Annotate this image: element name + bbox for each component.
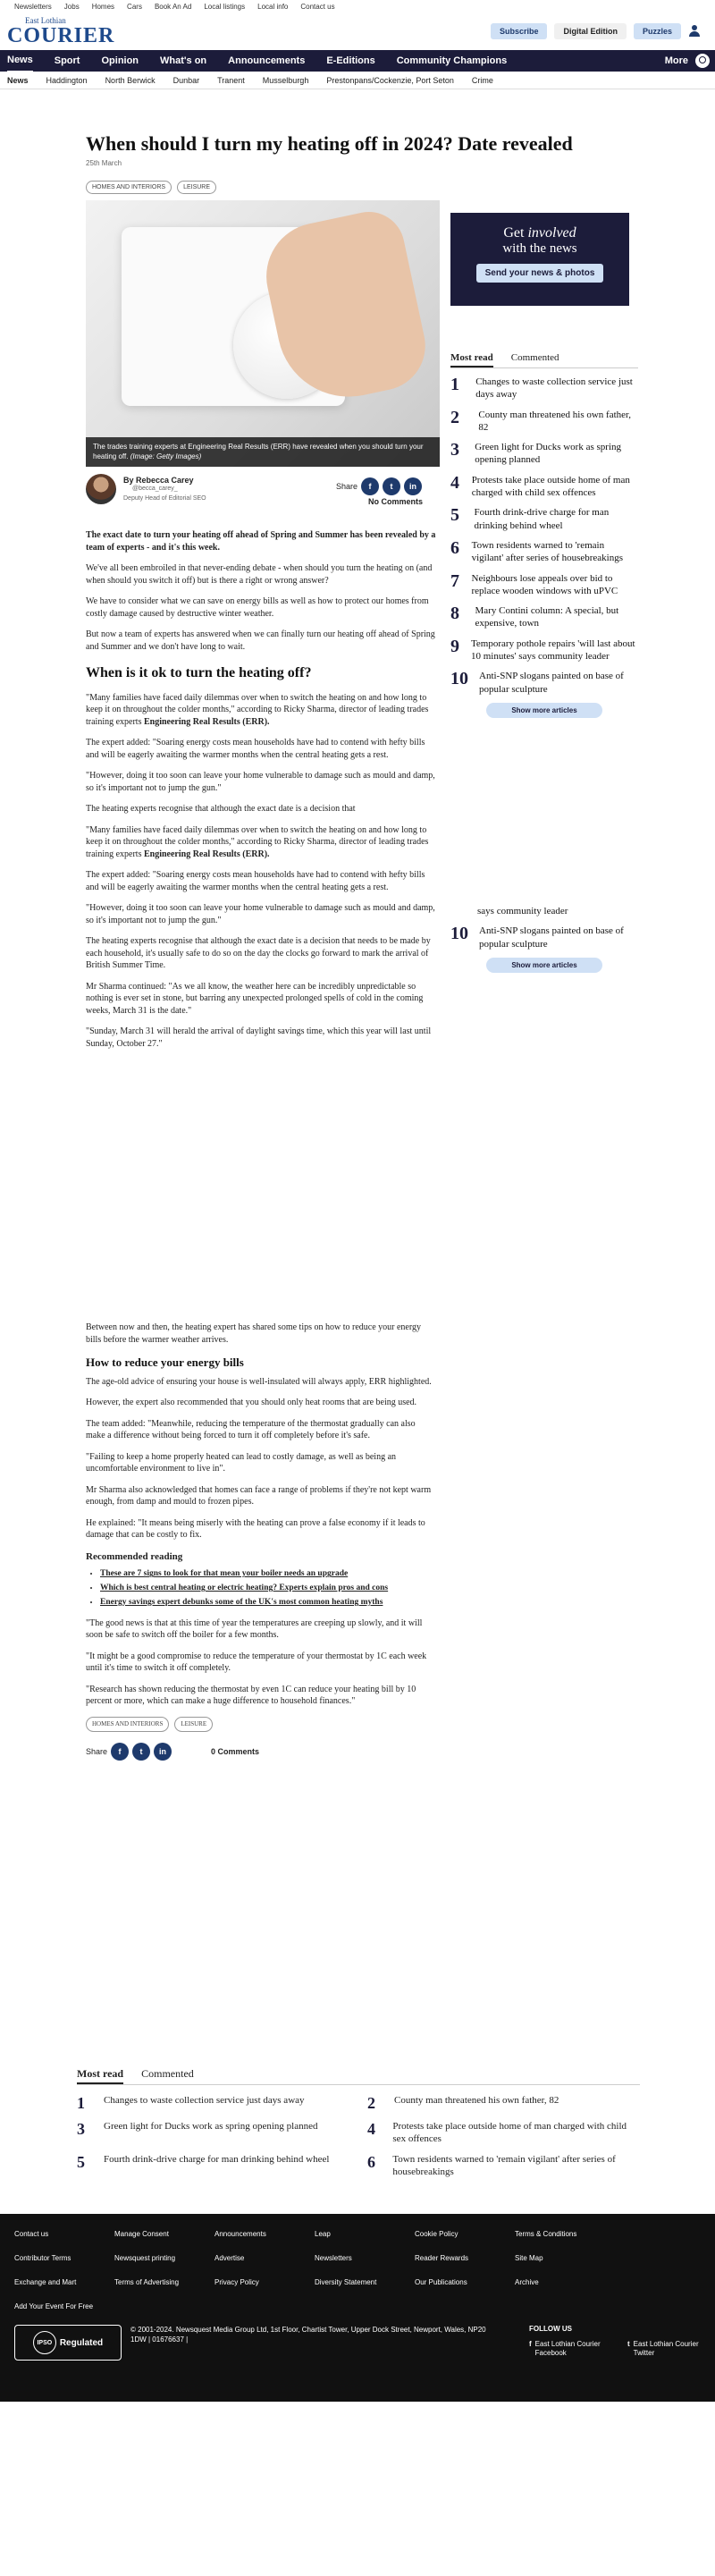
nav-news[interactable]: News <box>7 49 33 72</box>
share-label: Share <box>86 1747 108 1757</box>
paragraph <box>86 692 436 729</box>
topbar-link[interactable]: Book An Ad <box>154 2 192 11</box>
most-read-item[interactable]: 2 County man threatened his own father, 82 <box>367 2094 559 2112</box>
footer-link[interactable]: Announcements <box>214 2230 266 2238</box>
tag-leisure[interactable]: LEISURE <box>177 181 216 194</box>
tag-homes-and-interiors[interactable]: HOMES AND INTERIORS <box>86 1717 169 1732</box>
paragraph: Mr Sharma also acknowledged that homes can face a range of problems if they're not kept warm enough, from damp and mould to frozen pipes. <box>86 1484 432 1508</box>
author-avatar[interactable] <box>86 474 116 504</box>
most-read-item[interactable]: 1 Changes to waste collection service just days away <box>450 375 633 401</box>
footer-link[interactable]: Site Map <box>515 2254 543 2262</box>
most-read-item[interactable]: 4 Protests take place outside home of man charged with child sex offences <box>367 2120 627 2145</box>
author-role: Deputy Head of Editorial SEO <box>123 495 206 502</box>
topbar-link[interactable]: Local info <box>257 2 289 11</box>
subnav-musselburgh[interactable]: Musselburgh <box>262 75 309 85</box>
paragraph: The heating experts recognise that although the exact date is a decision that <box>86 804 356 815</box>
most-read-tabs <box>450 352 638 368</box>
comments-link[interactable]: No Comments <box>368 497 424 506</box>
most-read-item[interactable]: 5 Fourth drink-drive charge for man drinking behind wheel <box>450 505 610 531</box>
author-block <box>86 474 440 510</box>
site-logo[interactable] <box>7 17 114 46</box>
footer-link[interactable]: Add Your Event For Free <box>14 2302 94 2310</box>
show-more-articles-button[interactable]: Show more articles <box>486 703 602 718</box>
article-lead: The exact date to turn your heating off ahead of Spring and Summer has been revealed by a team of experts - and it's this week. <box>86 530 436 553</box>
paragraph: Mr Sharma continued: "As we all know, the weather here can be incredibly unpredictable so nothing is ever set in stone, but barring any unexpected prolonged spells of cold in the coming weeks, March 31 is the date." <box>86 981 424 1016</box>
footer-link[interactable]: Newsletters <box>315 2254 352 2262</box>
logo-small-text: East Lothian <box>25 15 66 25</box>
search-icon[interactable] <box>695 54 710 68</box>
paragraph: The expert added: "Soaring energy costs mean households have had to contend with hefty bills and will be eagerly awaiting the warmer months when the central heating gets a rest. <box>86 738 425 760</box>
twitter-share-icon[interactable]: t <box>132 1743 150 1761</box>
tag-leisure[interactable]: LEISURE <box>174 1717 213 1732</box>
facebook-share-icon[interactable]: f <box>361 477 379 495</box>
most-read-item[interactable]: 7 Neighbours lose appeals over bid to replace wooden windows with uPVC <box>450 570 618 596</box>
masthead-buttons <box>491 23 701 39</box>
tab-commented[interactable]: Commented <box>510 352 559 363</box>
facebook-follow-link[interactable]: f East Lothian Courier Facebook <box>529 2340 601 2358</box>
share-label: Share <box>336 482 358 491</box>
most-read-item[interactable]: 8 Mary Contini column: A special, but expensive, town <box>450 604 619 629</box>
nav-whats-on[interactable]: What's on <box>160 55 207 66</box>
footer-link[interactable]: Cookie Policy <box>415 2230 458 2238</box>
paragraph: The team added: "Meanwhile, reducing the temperature of the thermostat gradually can also make a difference without being forced to turn it off completely before it's safe. <box>86 1418 416 1441</box>
comments-link[interactable]: 0 Comments <box>211 1747 260 1757</box>
twitter-icon: t <box>627 2340 630 2348</box>
site-footer <box>0 2214 715 2402</box>
paragraph: However, the expert also recommended that you should only heat rooms that are being used. <box>86 1398 417 1408</box>
quote-text: "Many families have faced daily dilemmas over when to switch the heating on and how long to keep it on throughout the colder months," according to Ricky Sharma, director of leading trades training experts <box>86 824 429 859</box>
subnav-dunbar[interactable]: Dunbar <box>172 75 200 85</box>
paragraph: "However, doing it too soon can leave your home vulnerable to damage such as mould and damp, so it's important not to jump the gun." <box>86 771 435 793</box>
most-read-sidebar <box>450 352 638 718</box>
paragraph: "Sunday, March 31 will herald the arrival of daylight savings time, which this year will last until Sunday, October 27." <box>86 1026 432 1049</box>
footer-link[interactable]: Privacy Policy <box>214 2278 259 2286</box>
twitter-follow-link[interactable]: t East Lothian Courier Twitter <box>627 2340 699 2358</box>
footer-link[interactable]: Archive <box>515 2278 539 2286</box>
footer-link[interactable]: Exchange and Mart <box>14 2278 77 2286</box>
nav-e-editions[interactable]: E-Editions <box>326 55 375 66</box>
top-utility-bar <box>0 0 715 13</box>
most-read-item[interactable]: 6 Town residents warned to 'remain vigilant' after series of housebreakings <box>367 2152 616 2177</box>
share-bar <box>336 477 422 495</box>
author-handle[interactable]: @becca_carey_ <box>132 486 178 492</box>
paragraph: But now a team of experts has answered when we can finally turn our heating off ahead of Spring and Summer and we don't have long to wait. <box>86 629 435 652</box>
tab-commented[interactable]: Commented <box>141 2067 194 2080</box>
most-read-item[interactable]: 10 Anti-SNP slogans painted on base of popular sculpture <box>450 669 624 695</box>
footer-link[interactable]: Terms & Conditions <box>515 2230 577 2238</box>
section-heading: How to reduce your energy bills <box>86 1356 244 1369</box>
linkedin-share-icon[interactable]: in <box>404 477 422 495</box>
footer-link[interactable]: Contact us <box>14 2230 49 2238</box>
masthead <box>0 13 715 50</box>
article-body-part1 <box>86 529 436 1059</box>
most-read-item[interactable]: 3 Green light for Ducks work as spring opening planned <box>77 2120 318 2138</box>
most-read-item[interactable]: 5 Fourth drink-drive charge for man drinking behind wheel <box>77 2152 330 2171</box>
article-date: 25th March <box>86 159 122 167</box>
err-link[interactable]: Engineering Real Results (ERR). <box>143 849 270 859</box>
ipso-logo-icon: IPSO <box>33 2331 56 2354</box>
most-read-item[interactable]: 10 Anti-SNP slogans painted on base of popular sculpture <box>450 924 624 950</box>
footer-link[interactable]: Terms of Advertising <box>114 2278 180 2286</box>
caption-credit: (Image: Getty Images) <box>130 452 202 460</box>
footer-legal <box>14 2325 497 2361</box>
image-caption <box>86 437 440 467</box>
footer-links <box>0 2214 715 2310</box>
twitter-share-icon[interactable]: t <box>383 477 400 495</box>
nav-sport[interactable]: Sport <box>54 55 80 66</box>
article-tags-bottom <box>86 1717 436 1732</box>
ad-line1: Get involved <box>503 225 576 241</box>
recommended-link[interactable]: • Energy savings expert debunks some of the UK's most common heating myths <box>100 1597 436 1609</box>
footer-link[interactable]: Newsquest printing <box>114 2254 176 2262</box>
paragraph <box>86 824 436 861</box>
paragraph: The age-old advice of ensuring your house is well-insulated will always apply, ERR highlighted. <box>86 1376 432 1387</box>
puzzles-button[interactable]: Puzzles <box>634 23 681 39</box>
topbar-link[interactable]: Contact us <box>300 2 335 11</box>
share-bar-bottom <box>86 1743 436 1761</box>
hero-image <box>86 200 440 467</box>
nav-announcements[interactable]: Announcements <box>228 55 306 66</box>
facebook-share-icon[interactable]: f <box>111 1743 129 1761</box>
paragraph: "The good news is that at this time of year the temperatures are creeping up slowly, and it will soon be safe to switch off the boiler for a few months. <box>86 1617 423 1641</box>
digital-edition-button[interactable]: Digital Edition <box>554 23 627 39</box>
footer-link[interactable]: Advertise <box>214 2254 245 2262</box>
err-link[interactable]: Engineering Real Results (ERR). <box>143 716 270 727</box>
recommended-title: Recommended reading <box>86 1550 183 1562</box>
paragraph: "It might be a good compromise to reduce the temperature of your thermostat by 1C each week until it's time to switch it off completely. <box>86 1651 427 1674</box>
ipso-regulated-badge[interactable]: IPSO Regulated <box>14 2325 122 2361</box>
recommended-reading <box>86 1550 436 1609</box>
paragraph: "Failing to keep a home properly heated can lead to costly damage, as well as being an uncomfortable environment to live in". <box>86 1451 397 1474</box>
paragraph: The heating experts recognise that although the exact date is a decision that needs to be made by each household, it's usually safe to do so on the day the clocks go forward to mark the arrival of British Summer Time. <box>86 936 431 971</box>
subnav-tranent[interactable]: Tranent <box>217 75 245 85</box>
article-tags <box>86 181 216 194</box>
paragraph: "However, doing it too soon can leave your home vulnerable to damage such as mould and damp, so it's important not to jump the gun." <box>86 903 435 925</box>
paragraph: The expert added: "Soaring energy costs mean households have had to contend with hefty bills and will be eagerly awaiting the warmer months when the central heating gets a rest. <box>86 870 425 892</box>
sub-nav <box>0 72 715 89</box>
logo-big-text: COURIER <box>7 23 115 47</box>
section-heading: When is it ok to turn the heating off? <box>86 665 312 680</box>
follow-us-heading: FOLLOW US <box>529 2325 572 2333</box>
show-more-articles-button[interactable]: Show more articles <box>486 958 602 973</box>
recommended-link[interactable]: • Which is best central heating or electric heating? Experts explain pros and cons <box>100 1583 436 1594</box>
paragraph: We have to consider what we can save on energy bills as well as how to protect our homes from costly damage caused by destructive winter weather. <box>86 596 429 619</box>
footer-link[interactable]: Reader Rewards <box>415 2254 469 2262</box>
nav-opinion[interactable]: Opinion <box>101 55 139 66</box>
subscribe-button[interactable]: Subscribe <box>491 23 548 39</box>
footer-link[interactable]: Leap <box>315 2230 331 2238</box>
copyright-text: © 2001-2024. Newsquest Media Group Ltd, 1st Floor, Chartist Tower, Upper Dock Street, Newport, Wales, NP20 1DW | 01676637 | <box>130 2326 486 2344</box>
main-nav <box>0 50 715 72</box>
paragraph: We've all been embroiled in that never-ending debate - when should you turn the heating on (and when should you switch it off) but is there a right or wrong answer? <box>86 563 433 586</box>
author-name[interactable]: By Rebecca Carey <box>123 476 194 485</box>
article-body-part2 <box>86 1322 436 1761</box>
nav-more-button[interactable]: More <box>664 55 688 66</box>
subnav-haddington[interactable]: Haddington <box>46 75 88 85</box>
subnav-prestonpans[interactable]: Prestonpans/Cockenzie, Port Seton <box>326 75 454 85</box>
tab-most-read[interactable]: Most read <box>77 2067 123 2084</box>
nav-community-champions[interactable]: Community Champions <box>396 55 508 66</box>
paragraph: He explained: "It means being miserly with the heating can prove a false economy if it leads to damage that can be costly to fix. <box>86 1517 425 1541</box>
footer-link[interactable]: Diversity Statement <box>315 2278 377 2286</box>
most-read-partial: says community leader <box>477 906 568 916</box>
user-account-icon[interactable] <box>688 25 701 38</box>
most-read-tabs <box>77 2067 640 2085</box>
most-read-item[interactable]: 1 Changes to waste collection service just days away <box>77 2094 305 2112</box>
facebook-icon: f <box>529 2340 532 2348</box>
tag-homes-and-interiors[interactable]: HOMES AND INTERIORS <box>86 181 172 194</box>
topbar-link[interactable]: Newsletters <box>14 2 52 11</box>
paragraph: "Research has shown reducing the thermostat by even 1C can reduce your heating bill by 10 percent or more, which can make a huge difference to household finances." <box>86 1684 416 1707</box>
most-read-item[interactable]: 4 Protests take place outside home of man charged with child sex offences <box>450 472 630 499</box>
recommended-link[interactable]: • These are 7 signs to look for that mean your boiler needs an upgrade <box>100 1568 436 1580</box>
most-read-item[interactable]: 6 Town residents warned to 'remain vigilant' after series of housebreakings <box>450 537 623 564</box>
linkedin-share-icon[interactable]: in <box>154 1743 172 1761</box>
topbar-link[interactable]: Local listings <box>204 2 246 11</box>
subnav-north-berwick[interactable]: North Berwick <box>105 75 156 85</box>
subnav-crime[interactable]: Crime <box>471 75 493 85</box>
most-read-sticky <box>450 905 638 973</box>
subnav-news[interactable]: News <box>7 75 29 85</box>
footer-link[interactable]: Contributor Terms <box>14 2254 72 2262</box>
article-headline: When should I turn my heating off in 2024? Date revealed <box>86 132 573 155</box>
most-read-item[interactable]: 2 County man threatened his own father, 82 <box>450 407 631 433</box>
most-read-item[interactable]: 3 Green light for Ducks work as spring opening planned <box>450 440 622 466</box>
quote-text: "Many families have faced daily dilemmas over when to switch the heating on and how long to keep it on throughout the colder months," according to Ricky Sharma, director of leading trades training experts <box>86 692 429 727</box>
page-bottom-spacer <box>0 2402 715 2576</box>
footer-link[interactable]: Manage Consent <box>114 2230 169 2238</box>
topbar-link[interactable]: Homes <box>91 2 115 11</box>
paragraph: Between now and then, the heating expert has shared some tips on how to reduce your energy bills before the warmer weather arrives. <box>86 1322 421 1345</box>
send-news-ad <box>450 213 629 306</box>
most-read-item[interactable]: 9 Temporary pothole repairs 'will last about 10 minutes' says community leader <box>450 636 635 663</box>
caption-text: The trades training experts at Engineering Real Results (ERR) have revealed when you should turn your heating off. <box>93 443 424 460</box>
topbar-link[interactable]: Jobs <box>63 2 80 11</box>
tab-most-read[interactable]: Most read <box>450 352 493 367</box>
send-news-button[interactable]: Send your news & photos <box>476 264 604 283</box>
most-read-bottom <box>77 2067 640 2185</box>
ad-line2: with the news <box>502 241 577 256</box>
topbar-link[interactable]: Cars <box>127 2 142 11</box>
follow-us <box>529 2325 699 2359</box>
footer-link[interactable]: Our Publications <box>415 2278 467 2286</box>
